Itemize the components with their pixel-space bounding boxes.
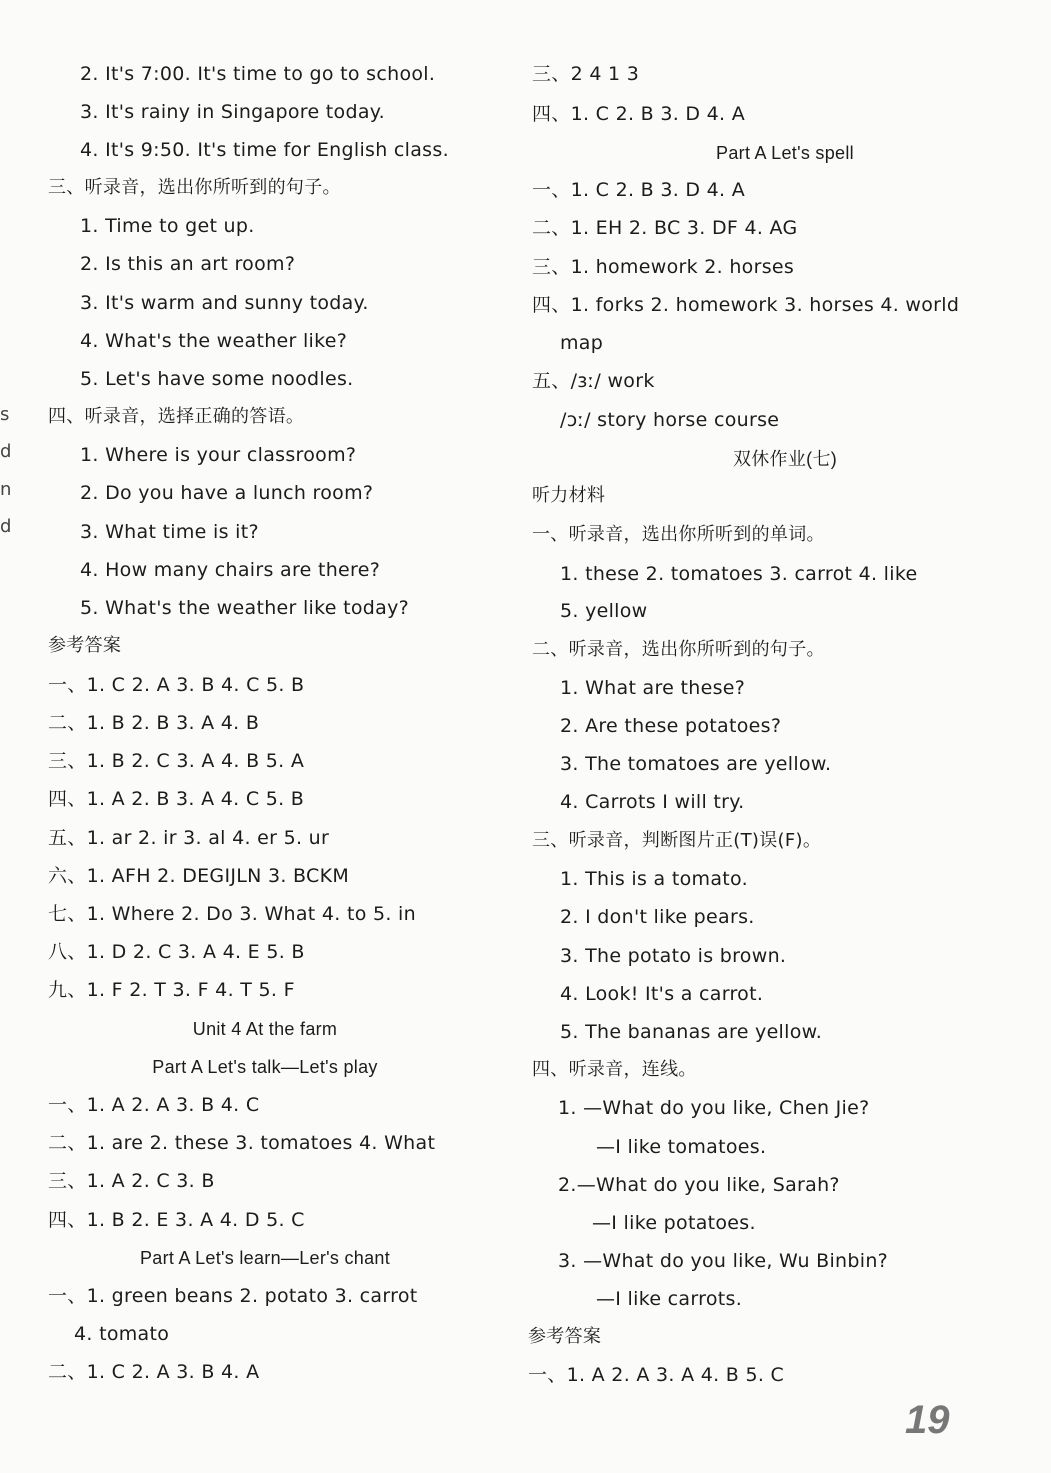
right-line: /ɔː/ story horse course bbox=[560, 409, 780, 431]
right-line: 1. —What do you like, Chen Jie? bbox=[558, 1097, 870, 1119]
right-line: 1. What are these? bbox=[560, 677, 746, 699]
right-line: 2. Are these potatoes? bbox=[560, 715, 782, 737]
left-line: 三、1. B 2. C 3. A 4. B 5. A bbox=[48, 750, 305, 772]
left-line: 五、1. ar 2. ir 3. al 4. er 5. ur bbox=[48, 827, 330, 849]
right-line: 三、1. homework 2. horses bbox=[532, 256, 795, 278]
left-line: 4. How many chairs are there? bbox=[80, 559, 381, 581]
right-line: 5. yellow bbox=[560, 600, 648, 622]
right-line: 5. The bananas are yellow. bbox=[560, 1021, 823, 1043]
left-line: 四、1. A 2. B 3. A 4. C 5. B bbox=[48, 788, 305, 810]
left-line: 参考答案 bbox=[48, 635, 122, 656]
right-line: 1. This is a tomato. bbox=[560, 868, 748, 890]
left-line: 5. What's the weather like today? bbox=[80, 597, 409, 619]
right-line: 一、1. A 2. A 3. A 4. B 5. C bbox=[528, 1364, 785, 1386]
left-line: 一、1. A 2. A 3. B 4. C bbox=[48, 1094, 260, 1116]
edge-letter: d bbox=[0, 441, 12, 462]
left-line: 九、1. F 2. T 3. F 4. T 5. F bbox=[48, 979, 295, 1001]
right-line: 参考答案 bbox=[528, 1326, 602, 1347]
right-line: —I like potatoes. bbox=[592, 1212, 756, 1234]
left-line: 三、听录音，选出你所听到的句子。 bbox=[48, 177, 341, 198]
edge-letter: s bbox=[0, 404, 10, 425]
right-line: 四、听录音，连线。 bbox=[532, 1059, 697, 1080]
left-line: 2. Do you have a lunch room? bbox=[80, 482, 374, 504]
left-line: 2. Is this an art room? bbox=[80, 253, 296, 275]
left-line: 八、1. D 2. C 3. A 4. E 5. B bbox=[48, 941, 305, 963]
right-line: 三、听录音，判断图片正(T)误(F)。 bbox=[532, 830, 822, 851]
page-number: 19 bbox=[905, 1398, 950, 1442]
left-line: 三、1. A 2. C 3. B bbox=[48, 1170, 215, 1192]
right-line: 听力材料 bbox=[532, 485, 606, 506]
left-line: 4. tomato bbox=[74, 1323, 170, 1345]
right-line: 3. The tomatoes are yellow. bbox=[560, 753, 832, 775]
right-line: 五、/ɜː/ work bbox=[532, 370, 655, 392]
left-line: 1. Time to get up. bbox=[80, 215, 255, 237]
edge-letter: d bbox=[0, 516, 12, 537]
left-line: 3. It's warm and sunny today. bbox=[80, 292, 369, 314]
left-line: 一、1. green beans 2. potato 3. carrot bbox=[48, 1285, 418, 1307]
right-line: 2. I don't like pears. bbox=[560, 906, 755, 928]
right-line: 四、1. forks 2. homework 3. horses 4. world bbox=[532, 294, 960, 316]
left-line: Part A Let's learn—Ler's chant bbox=[139, 1248, 390, 1268]
left-line: 4. What's the weather like? bbox=[80, 330, 348, 352]
left-line: 3. It's rainy in Singapore today. bbox=[80, 101, 385, 123]
left-line: 一、1. C 2. A 3. B 4. C 5. B bbox=[48, 674, 305, 696]
left-line: 3. What time is it? bbox=[80, 521, 259, 543]
right-line: 二、听录音，选出你所听到的句子。 bbox=[532, 639, 825, 660]
right-line: —I like carrots. bbox=[596, 1288, 743, 1310]
left-line: 七、1. Where 2. Do 3. What 4. to 5. in bbox=[48, 903, 416, 925]
left-line: 2. It's 7:00. It's time to go to school. bbox=[80, 63, 436, 85]
left-line: 二、1. C 2. A 3. B 4. A bbox=[48, 1361, 260, 1383]
edge-letter: n bbox=[0, 479, 12, 500]
right-line: 3. —What do you like, Wu Binbin? bbox=[558, 1250, 889, 1272]
right-line: 4. Look! It's a carrot. bbox=[560, 983, 764, 1005]
right-line: 2.—What do you like, Sarah? bbox=[558, 1174, 840, 1196]
left-line: Unit 4 At the farm bbox=[192, 1019, 338, 1039]
left-line: 二、1. are 2. these 3. tomatoes 4. What bbox=[48, 1132, 436, 1154]
left-line: Part A Let's talk—Let's play bbox=[152, 1057, 378, 1077]
right-line: 3. The potato is brown. bbox=[560, 945, 787, 967]
left-line: 5. Let's have some noodles. bbox=[80, 368, 354, 390]
right-line: 一、1. C 2. B 3. D 4. A bbox=[532, 179, 746, 201]
left-line: 1. Where is your classroom? bbox=[80, 444, 357, 466]
right-line: 三、2 4 1 3 bbox=[532, 63, 640, 85]
right-line: 四、1. C 2. B 3. D 4. A bbox=[532, 103, 746, 125]
right-line: 双休作业(七) bbox=[732, 449, 838, 469]
right-line: map bbox=[560, 332, 604, 354]
right-line: 4. Carrots I will try. bbox=[560, 791, 745, 813]
right-line: 一、听录音，选出你所听到的单词。 bbox=[532, 524, 825, 545]
left-line: 六、1. AFH 2. DEGIJLN 3. BCKM bbox=[48, 865, 350, 887]
left-line: 四、1. B 2. E 3. A 4. D 5. C bbox=[48, 1209, 305, 1231]
right-line: 1. these 2. tomatoes 3. carrot 4. like bbox=[560, 563, 918, 585]
right-line: Part A Let's spell bbox=[716, 143, 854, 163]
left-line: 四、听录音，选择正确的答语。 bbox=[48, 406, 305, 427]
right-line: —I like tomatoes. bbox=[596, 1136, 767, 1158]
left-line: 4. It's 9:50. It's time for English class. bbox=[80, 139, 449, 161]
right-line: 二、1. EH 2. BC 3. DF 4. AG bbox=[532, 217, 798, 239]
left-line: 二、1. B 2. B 3. A 4. B bbox=[48, 712, 260, 734]
